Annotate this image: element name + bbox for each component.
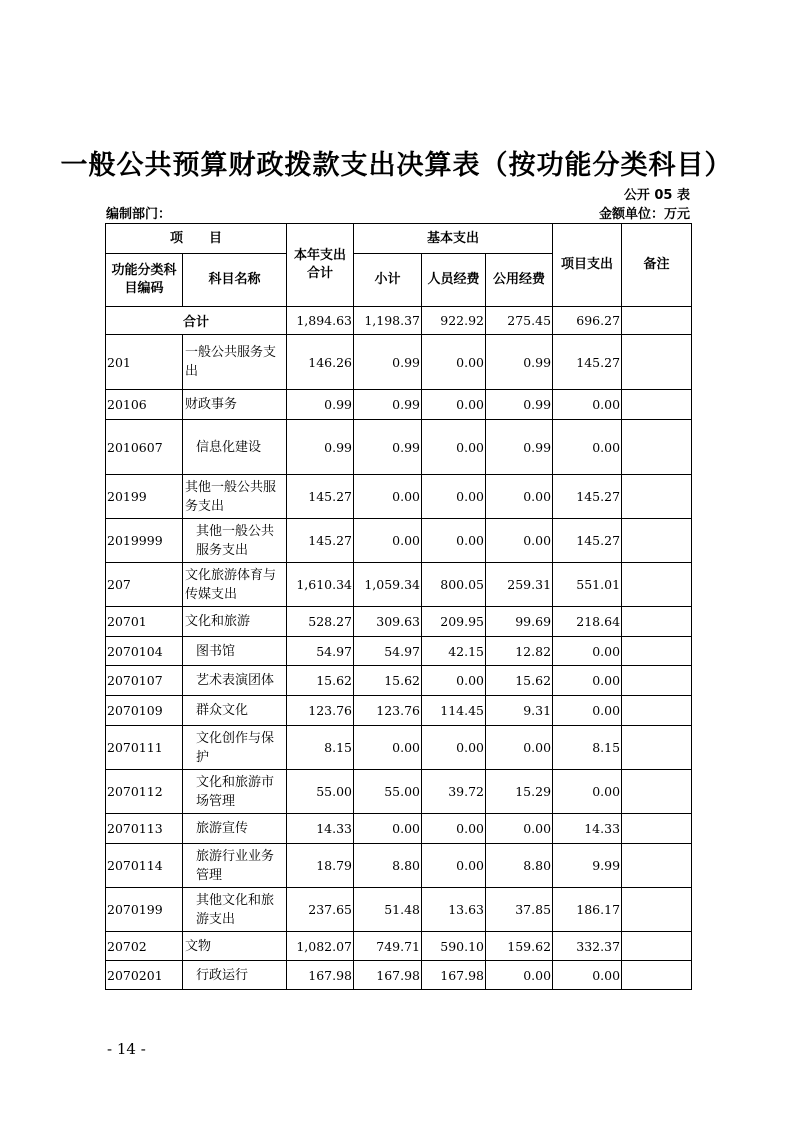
cell-subtotal: 55.00: [354, 770, 422, 814]
cell-subtotal: 123.76: [354, 696, 422, 726]
cell-remark: [622, 335, 692, 390]
table-row: [106, 961, 692, 990]
cell-public: 8.80: [486, 844, 553, 888]
cell-public: 9.31: [486, 696, 553, 726]
cell-subtotal: 1,059.34: [354, 563, 422, 607]
cell-project-exp: 9.99: [553, 844, 622, 888]
total-project: 696.27: [553, 307, 622, 335]
subject-name: 行政运行: [183, 961, 287, 990]
cell-project-exp: 0.00: [553, 770, 622, 814]
cell-remark: [622, 844, 692, 888]
cell-subtotal: 309.63: [354, 607, 422, 637]
cell-annual-total: 14.33: [287, 814, 354, 844]
cell-remark: [622, 475, 692, 519]
subject-code: 207: [106, 563, 183, 607]
cell-project-exp: 145.27: [553, 475, 622, 519]
total-subtotal: 1,198.37: [354, 307, 422, 335]
cell-personnel: 42.15: [422, 637, 486, 666]
subject-code: 20199: [106, 475, 183, 519]
table-row: [106, 770, 692, 814]
subject-code: 2070114: [106, 844, 183, 888]
subject-code: 20702: [106, 932, 183, 961]
table-row: [106, 420, 692, 475]
table-row: [106, 390, 692, 420]
table-row: [106, 475, 692, 519]
subject-name: 群众文化: [183, 696, 287, 726]
cell-subtotal: 749.71: [354, 932, 422, 961]
cell-project-exp: 332.37: [553, 932, 622, 961]
total-label: 合计: [106, 307, 287, 335]
cell-remark: [622, 696, 692, 726]
cell-project-exp: 8.15: [553, 726, 622, 770]
subject-code: 2019999: [106, 519, 183, 563]
subject-name: 文化创作与保护: [183, 726, 287, 770]
subject-name: 文化和旅游: [183, 607, 287, 637]
cell-project-exp: 0.00: [553, 420, 622, 475]
cell-annual-total: 8.15: [287, 726, 354, 770]
subject-code: 2070104: [106, 637, 183, 666]
subject-name: 其他一般公共服务支出: [183, 519, 287, 563]
cell-remark: [622, 814, 692, 844]
cell-annual-total: 167.98: [287, 961, 354, 990]
cell-project-exp: 0.00: [553, 390, 622, 420]
cell-project-exp: 14.33: [553, 814, 622, 844]
cell-remark: [622, 637, 692, 666]
subject-name: 一般公共服务支出: [183, 335, 287, 390]
cell-public: 37.85: [486, 888, 553, 932]
subject-name: 旅游行业业务管理: [183, 844, 287, 888]
subject-name: 艺术表演团体: [183, 666, 287, 696]
cell-remark: [622, 888, 692, 932]
cell-project-exp: 0.00: [553, 637, 622, 666]
table-row: [106, 637, 692, 666]
cell-annual-total: 237.65: [287, 888, 354, 932]
table-row: [106, 696, 692, 726]
cell-annual-total: 1,610.34: [287, 563, 354, 607]
cell-personnel: 0.00: [422, 726, 486, 770]
cell-personnel: 800.05: [422, 563, 486, 607]
header-annual-total: 本年支出合计: [287, 224, 354, 307]
subject-code: 2070201: [106, 961, 183, 990]
cell-remark: [622, 726, 692, 770]
subject-code: 2070112: [106, 770, 183, 814]
header-name: 科目名称: [183, 254, 287, 307]
cell-project-exp: 186.17: [553, 888, 622, 932]
cell-public: 99.69: [486, 607, 553, 637]
report-title: 一般公共预算财政拨款支出决算表（按功能分类科目）: [60, 150, 733, 181]
cell-personnel: 0.00: [422, 335, 486, 390]
cell-annual-total: 0.99: [287, 390, 354, 420]
expenditure-table: [105, 223, 692, 990]
cell-personnel: 39.72: [422, 770, 486, 814]
table-row: [106, 607, 692, 637]
subject-code: 2070199: [106, 888, 183, 932]
cell-project-exp: 145.27: [553, 519, 622, 563]
cell-remark: [622, 666, 692, 696]
cell-project-exp: 145.27: [553, 335, 622, 390]
subject-name: 旅游宣传: [183, 814, 287, 844]
cell-public: 0.99: [486, 390, 553, 420]
cell-subtotal: 0.00: [354, 726, 422, 770]
cell-annual-total: 528.27: [287, 607, 354, 637]
cell-public: 0.00: [486, 475, 553, 519]
cell-remark: [622, 563, 692, 607]
subject-name: 其他一般公共服务支出: [183, 475, 287, 519]
cell-public: 0.99: [486, 420, 553, 475]
cell-personnel: 13.63: [422, 888, 486, 932]
department-label: 编制部门：: [106, 207, 172, 222]
table-row: [106, 726, 692, 770]
table-row: [106, 814, 692, 844]
cell-personnel: 590.10: [422, 932, 486, 961]
table-row: [106, 519, 692, 563]
header-subtotal: 小计: [354, 254, 422, 307]
cell-subtotal: 0.00: [354, 475, 422, 519]
cell-public: 0.00: [486, 961, 553, 990]
cell-personnel: 0.00: [422, 519, 486, 563]
cell-annual-total: 18.79: [287, 844, 354, 888]
subject-name: 财政事务: [183, 390, 287, 420]
cell-annual-total: 123.76: [287, 696, 354, 726]
total-row: [106, 307, 692, 335]
cell-annual-total: 145.27: [287, 475, 354, 519]
form-number: 公开 05 表: [623, 188, 690, 203]
cell-subtotal: 0.99: [354, 335, 422, 390]
subject-name: 文物: [183, 932, 287, 961]
header-basic: 基本支出: [354, 224, 553, 254]
subject-name: 图书馆: [183, 637, 287, 666]
header-public: 公用经费: [486, 254, 553, 307]
total-remark: [622, 307, 692, 335]
cell-remark: [622, 770, 692, 814]
cell-project-exp: 218.64: [553, 607, 622, 637]
page-number: - 14 -: [107, 1040, 146, 1058]
cell-public: 259.31: [486, 563, 553, 607]
cell-annual-total: 145.27: [287, 519, 354, 563]
cell-public: 15.29: [486, 770, 553, 814]
header-project-exp: 项目支出: [553, 224, 622, 307]
cell-public: 0.00: [486, 814, 553, 844]
cell-public: 0.00: [486, 519, 553, 563]
cell-annual-total: 1,082.07: [287, 932, 354, 961]
cell-public: 15.62: [486, 666, 553, 696]
table-row: [106, 563, 692, 607]
subject-code: 2070107: [106, 666, 183, 696]
header-remark: 备注: [622, 224, 692, 307]
cell-personnel: 114.45: [422, 696, 486, 726]
cell-personnel: 0.00: [422, 475, 486, 519]
cell-personnel: 209.95: [422, 607, 486, 637]
subject-code: 20106: [106, 390, 183, 420]
cell-subtotal: 8.80: [354, 844, 422, 888]
cell-public: 0.99: [486, 335, 553, 390]
cell-annual-total: 0.99: [287, 420, 354, 475]
subject-code: 2070109: [106, 696, 183, 726]
table-row: [106, 335, 692, 390]
cell-public: 159.62: [486, 932, 553, 961]
total-personnel: 922.92: [422, 307, 486, 335]
cell-subtotal: 51.48: [354, 888, 422, 932]
cell-subtotal: 54.97: [354, 637, 422, 666]
cell-personnel: 0.00: [422, 420, 486, 475]
subject-code: 2010607: [106, 420, 183, 475]
cell-annual-total: 15.62: [287, 666, 354, 696]
table-row: [106, 666, 692, 696]
cell-personnel: 0.00: [422, 390, 486, 420]
unit-label: 金额单位：万元: [598, 207, 690, 222]
header-project: 项 目: [106, 224, 287, 254]
cell-subtotal: 0.99: [354, 390, 422, 420]
cell-public: 0.00: [486, 726, 553, 770]
cell-remark: [622, 390, 692, 420]
cell-subtotal: 167.98: [354, 961, 422, 990]
total-public: 275.45: [486, 307, 553, 335]
cell-remark: [622, 932, 692, 961]
table-row: [106, 844, 692, 888]
cell-personnel: 0.00: [422, 844, 486, 888]
cell-personnel: 167.98: [422, 961, 486, 990]
subject-code: 2070113: [106, 814, 183, 844]
cell-project-exp: 551.01: [553, 563, 622, 607]
cell-project-exp: 0.00: [553, 696, 622, 726]
cell-subtotal: 15.62: [354, 666, 422, 696]
table-row: [106, 888, 692, 932]
cell-public: 12.82: [486, 637, 553, 666]
total-annual: 1,894.63: [287, 307, 354, 335]
cell-subtotal: 0.99: [354, 420, 422, 475]
cell-remark: [622, 607, 692, 637]
cell-remark: [622, 961, 692, 990]
cell-subtotal: 0.00: [354, 814, 422, 844]
cell-remark: [622, 420, 692, 475]
subject-name: 其他文化和旅游支出: [183, 888, 287, 932]
header-code: 功能分类科目编码: [106, 254, 183, 307]
subject-code: 20701: [106, 607, 183, 637]
subject-code: 201: [106, 335, 183, 390]
cell-annual-total: 146.26: [287, 335, 354, 390]
header-personnel: 人员经费: [422, 254, 486, 307]
cell-project-exp: 0.00: [553, 666, 622, 696]
cell-annual-total: 54.97: [287, 637, 354, 666]
table-row: [106, 932, 692, 961]
cell-remark: [622, 519, 692, 563]
subject-name: 信息化建设: [183, 420, 287, 475]
cell-project-exp: 0.00: [553, 961, 622, 990]
subject-code: 2070111: [106, 726, 183, 770]
subject-name: 文化旅游体育与传媒支出: [183, 563, 287, 607]
subject-name: 文化和旅游市场管理: [183, 770, 287, 814]
cell-personnel: 0.00: [422, 666, 486, 696]
cell-subtotal: 0.00: [354, 519, 422, 563]
cell-annual-total: 55.00: [287, 770, 354, 814]
cell-personnel: 0.00: [422, 814, 486, 844]
